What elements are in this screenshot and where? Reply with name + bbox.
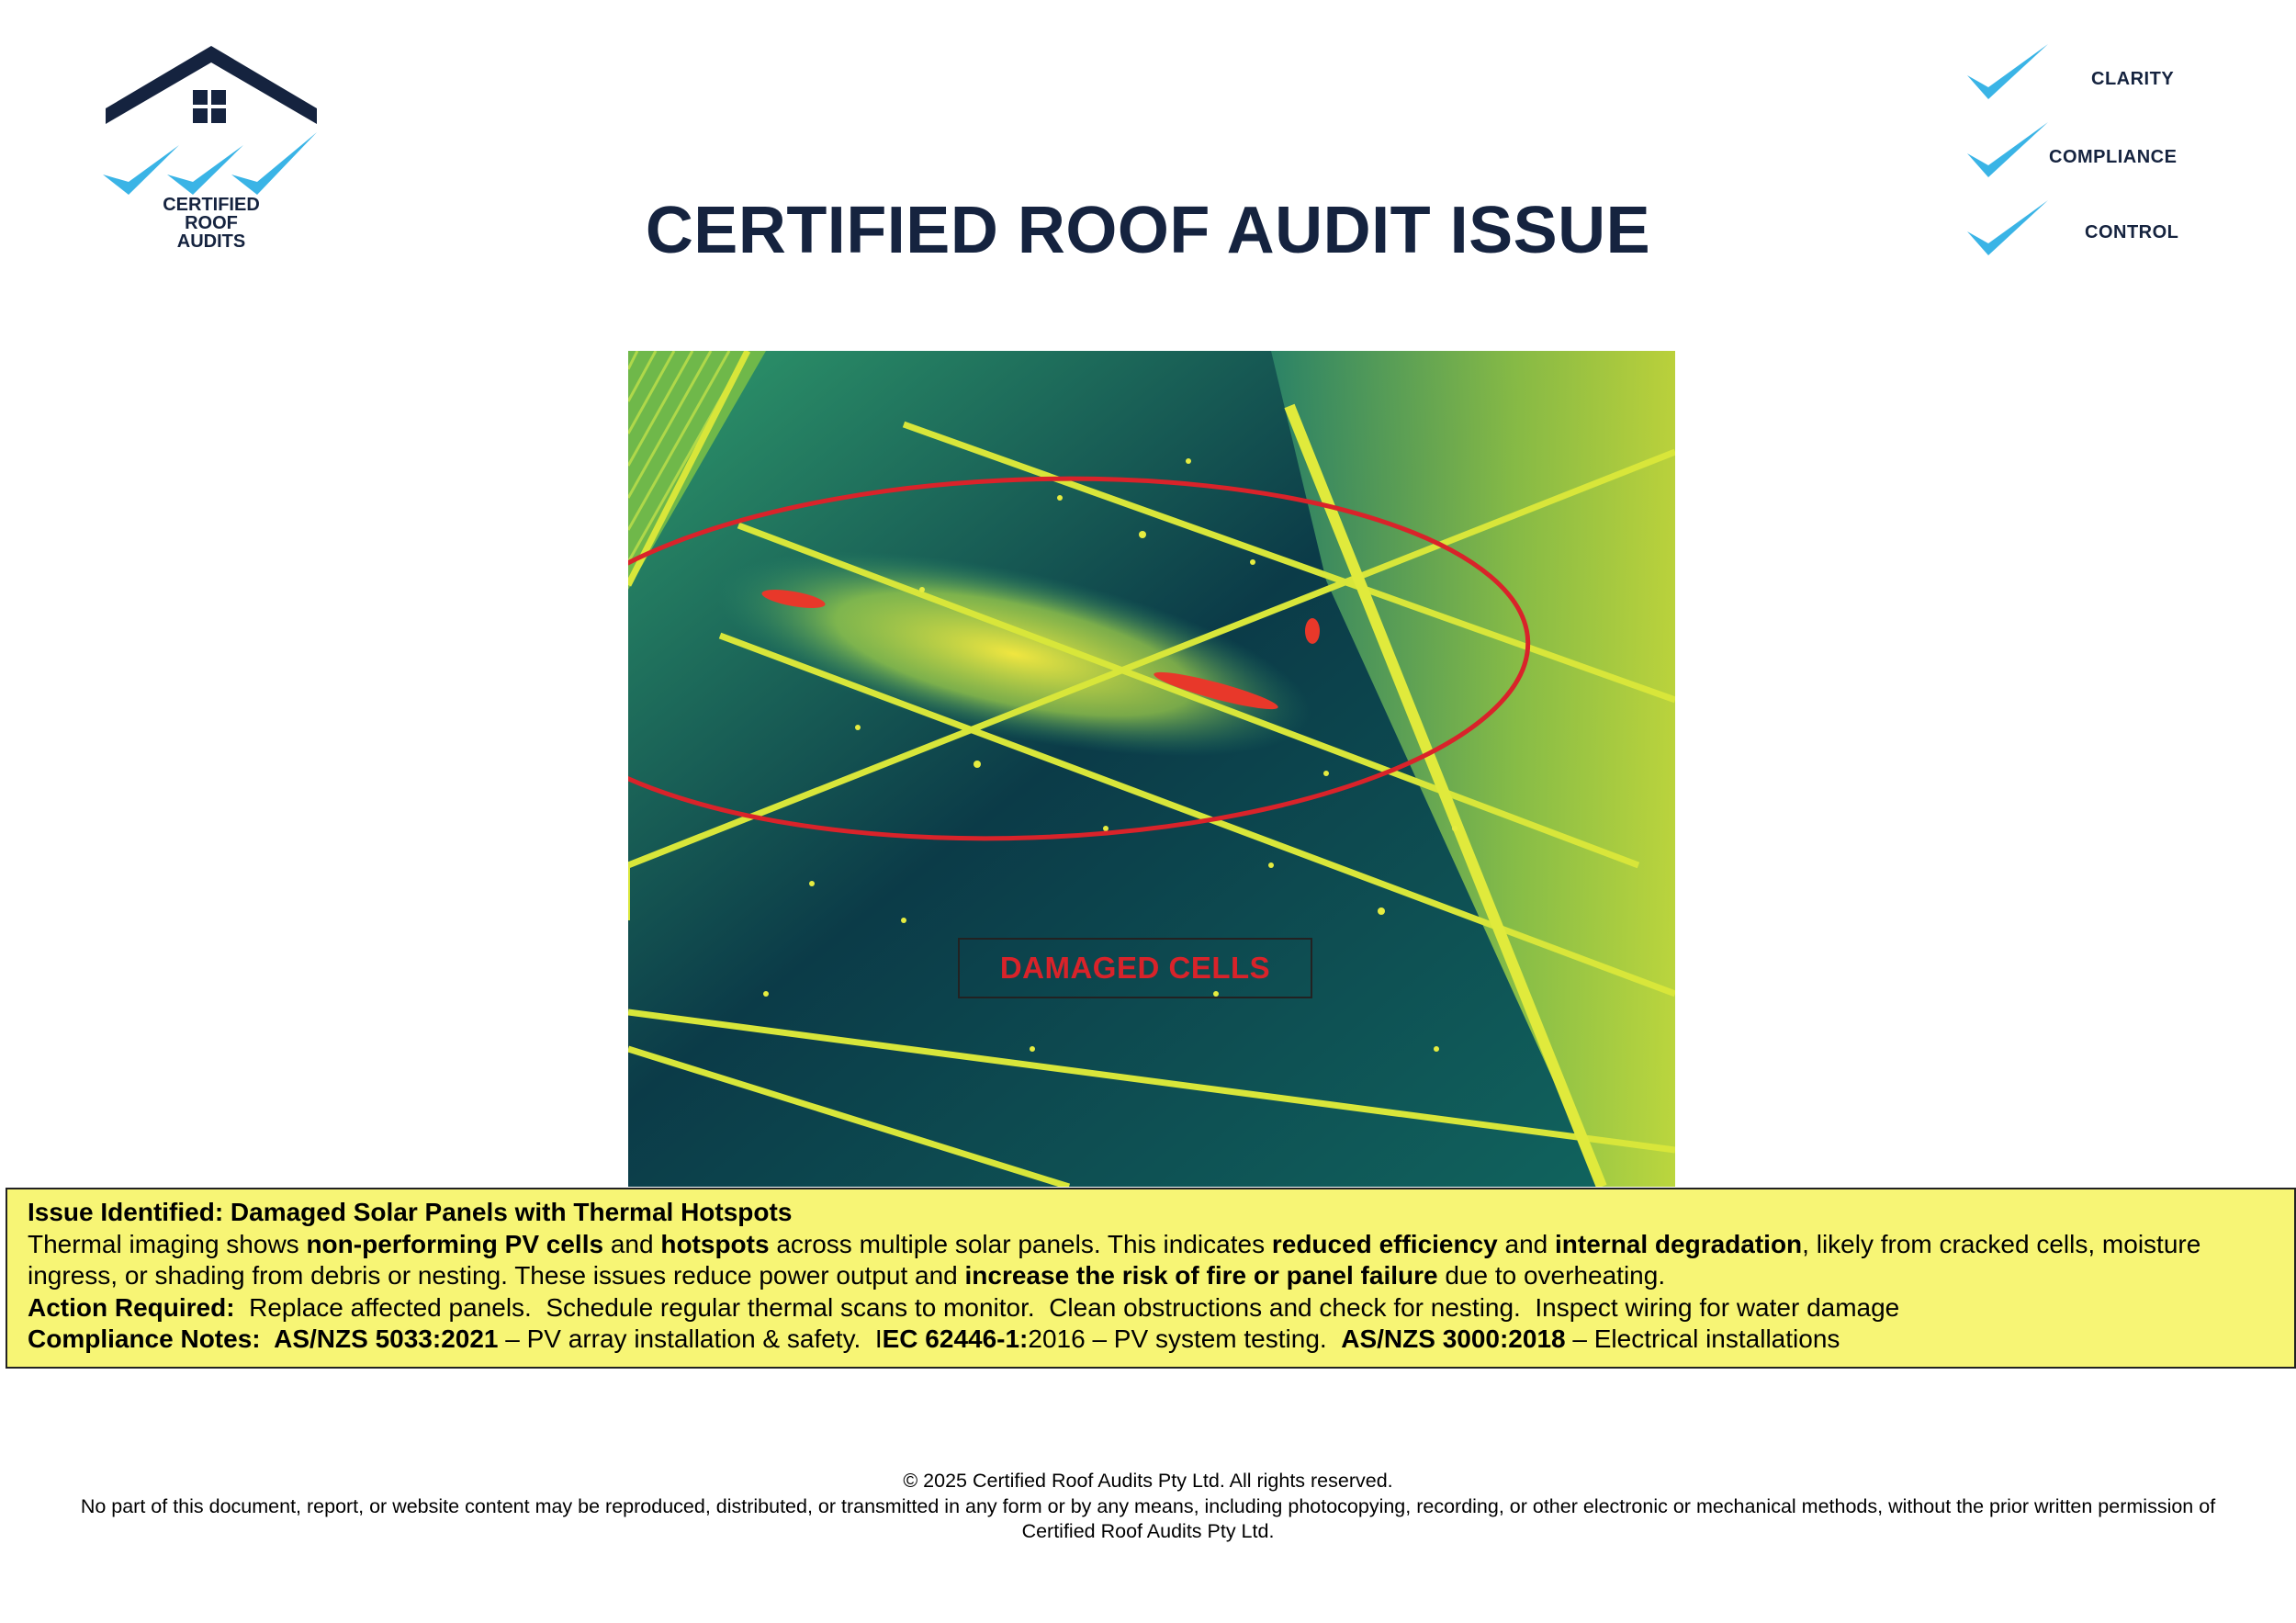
desc-text: due to overheating. (1437, 1261, 1666, 1290)
copyright-line: © 2025 Certified Roof Audits Pty Ltd. All rights reserved. (903, 1470, 1393, 1492)
desc-text: and (1497, 1229, 1556, 1258)
desc-text: Thermal imaging shows (28, 1229, 307, 1258)
desc-text: and (603, 1229, 661, 1258)
standard-desc: – Electrical installations (1565, 1324, 1840, 1353)
thermal-image (628, 351, 1675, 1187)
logo-line-2: ROOF (185, 213, 238, 233)
issue-description (28, 1229, 2274, 1292)
issue-heading: Issue Identified: Damaged Solar Panels with Thermal Hotspots (28, 1198, 793, 1226)
footer (73, 1469, 2223, 1545)
desc-emphasis: reduced efficiency (1271, 1229, 1498, 1258)
logo-line-1: CERTIFIED (163, 195, 260, 215)
standard-code: AS/NZS 3000:2018 (1341, 1324, 1566, 1353)
action-text: Replace affected panels. Schedule regular thermal scans to monitor. Clean obstructions and check for nesting. Inspect wiring for water damage (234, 1292, 1900, 1322)
action-label: Action Required: (28, 1292, 235, 1322)
page-title: CERTIFIED ROOF AUDIT ISSUE (645, 194, 1651, 267)
logo-line-3: AUDITS (176, 231, 246, 252)
standard-desc: – PV array installation & safety. I (498, 1324, 883, 1353)
desc-emphasis: non-performing PV cells (306, 1229, 604, 1258)
action-required (28, 1292, 2274, 1324)
desc-emphasis: increase the risk of fire or panel failure (964, 1261, 1438, 1290)
standard-code: EC 62446-1: (882, 1324, 1029, 1353)
legal-notice: No part of this document, report, or website content may be reproduced, distributed, or transmitted in any form or by any means, including photocopying, recording, or other electronic or mechanical methods, without the prior written permission of Certified Roof Audits Pty Ltd. (80, 1494, 2216, 1542)
check-icon (1956, 37, 2057, 110)
badge-label: CLARITY (2091, 69, 2175, 89)
badge-compliance (1956, 115, 2250, 188)
compliance-notes (28, 1324, 2274, 1356)
badge-label: CONTROL (2085, 222, 2179, 242)
check-icon (1956, 115, 2057, 188)
standard-code: AS/NZS 5033:2021 (260, 1324, 499, 1353)
badge-label: COMPLIANCE (2049, 147, 2178, 167)
issue-box (6, 1188, 2296, 1369)
compliance-label: Compliance Notes: (28, 1324, 261, 1353)
desc-emphasis: hotspots (660, 1229, 770, 1258)
badge-clarity (1956, 37, 2250, 110)
desc-text: across multiple solar panels. This indicates (769, 1229, 1272, 1258)
damaged-cells-callout: DAMAGED CELLS (958, 938, 1312, 998)
desc-text: , likely from cracked cells, moisture ingress, or shading from debris or nesting. These issues reduce power output and (28, 1229, 2201, 1290)
desc-emphasis: internal degradation (1555, 1229, 1803, 1258)
standard-desc: 2016 – PV system testing. (1028, 1324, 1342, 1353)
